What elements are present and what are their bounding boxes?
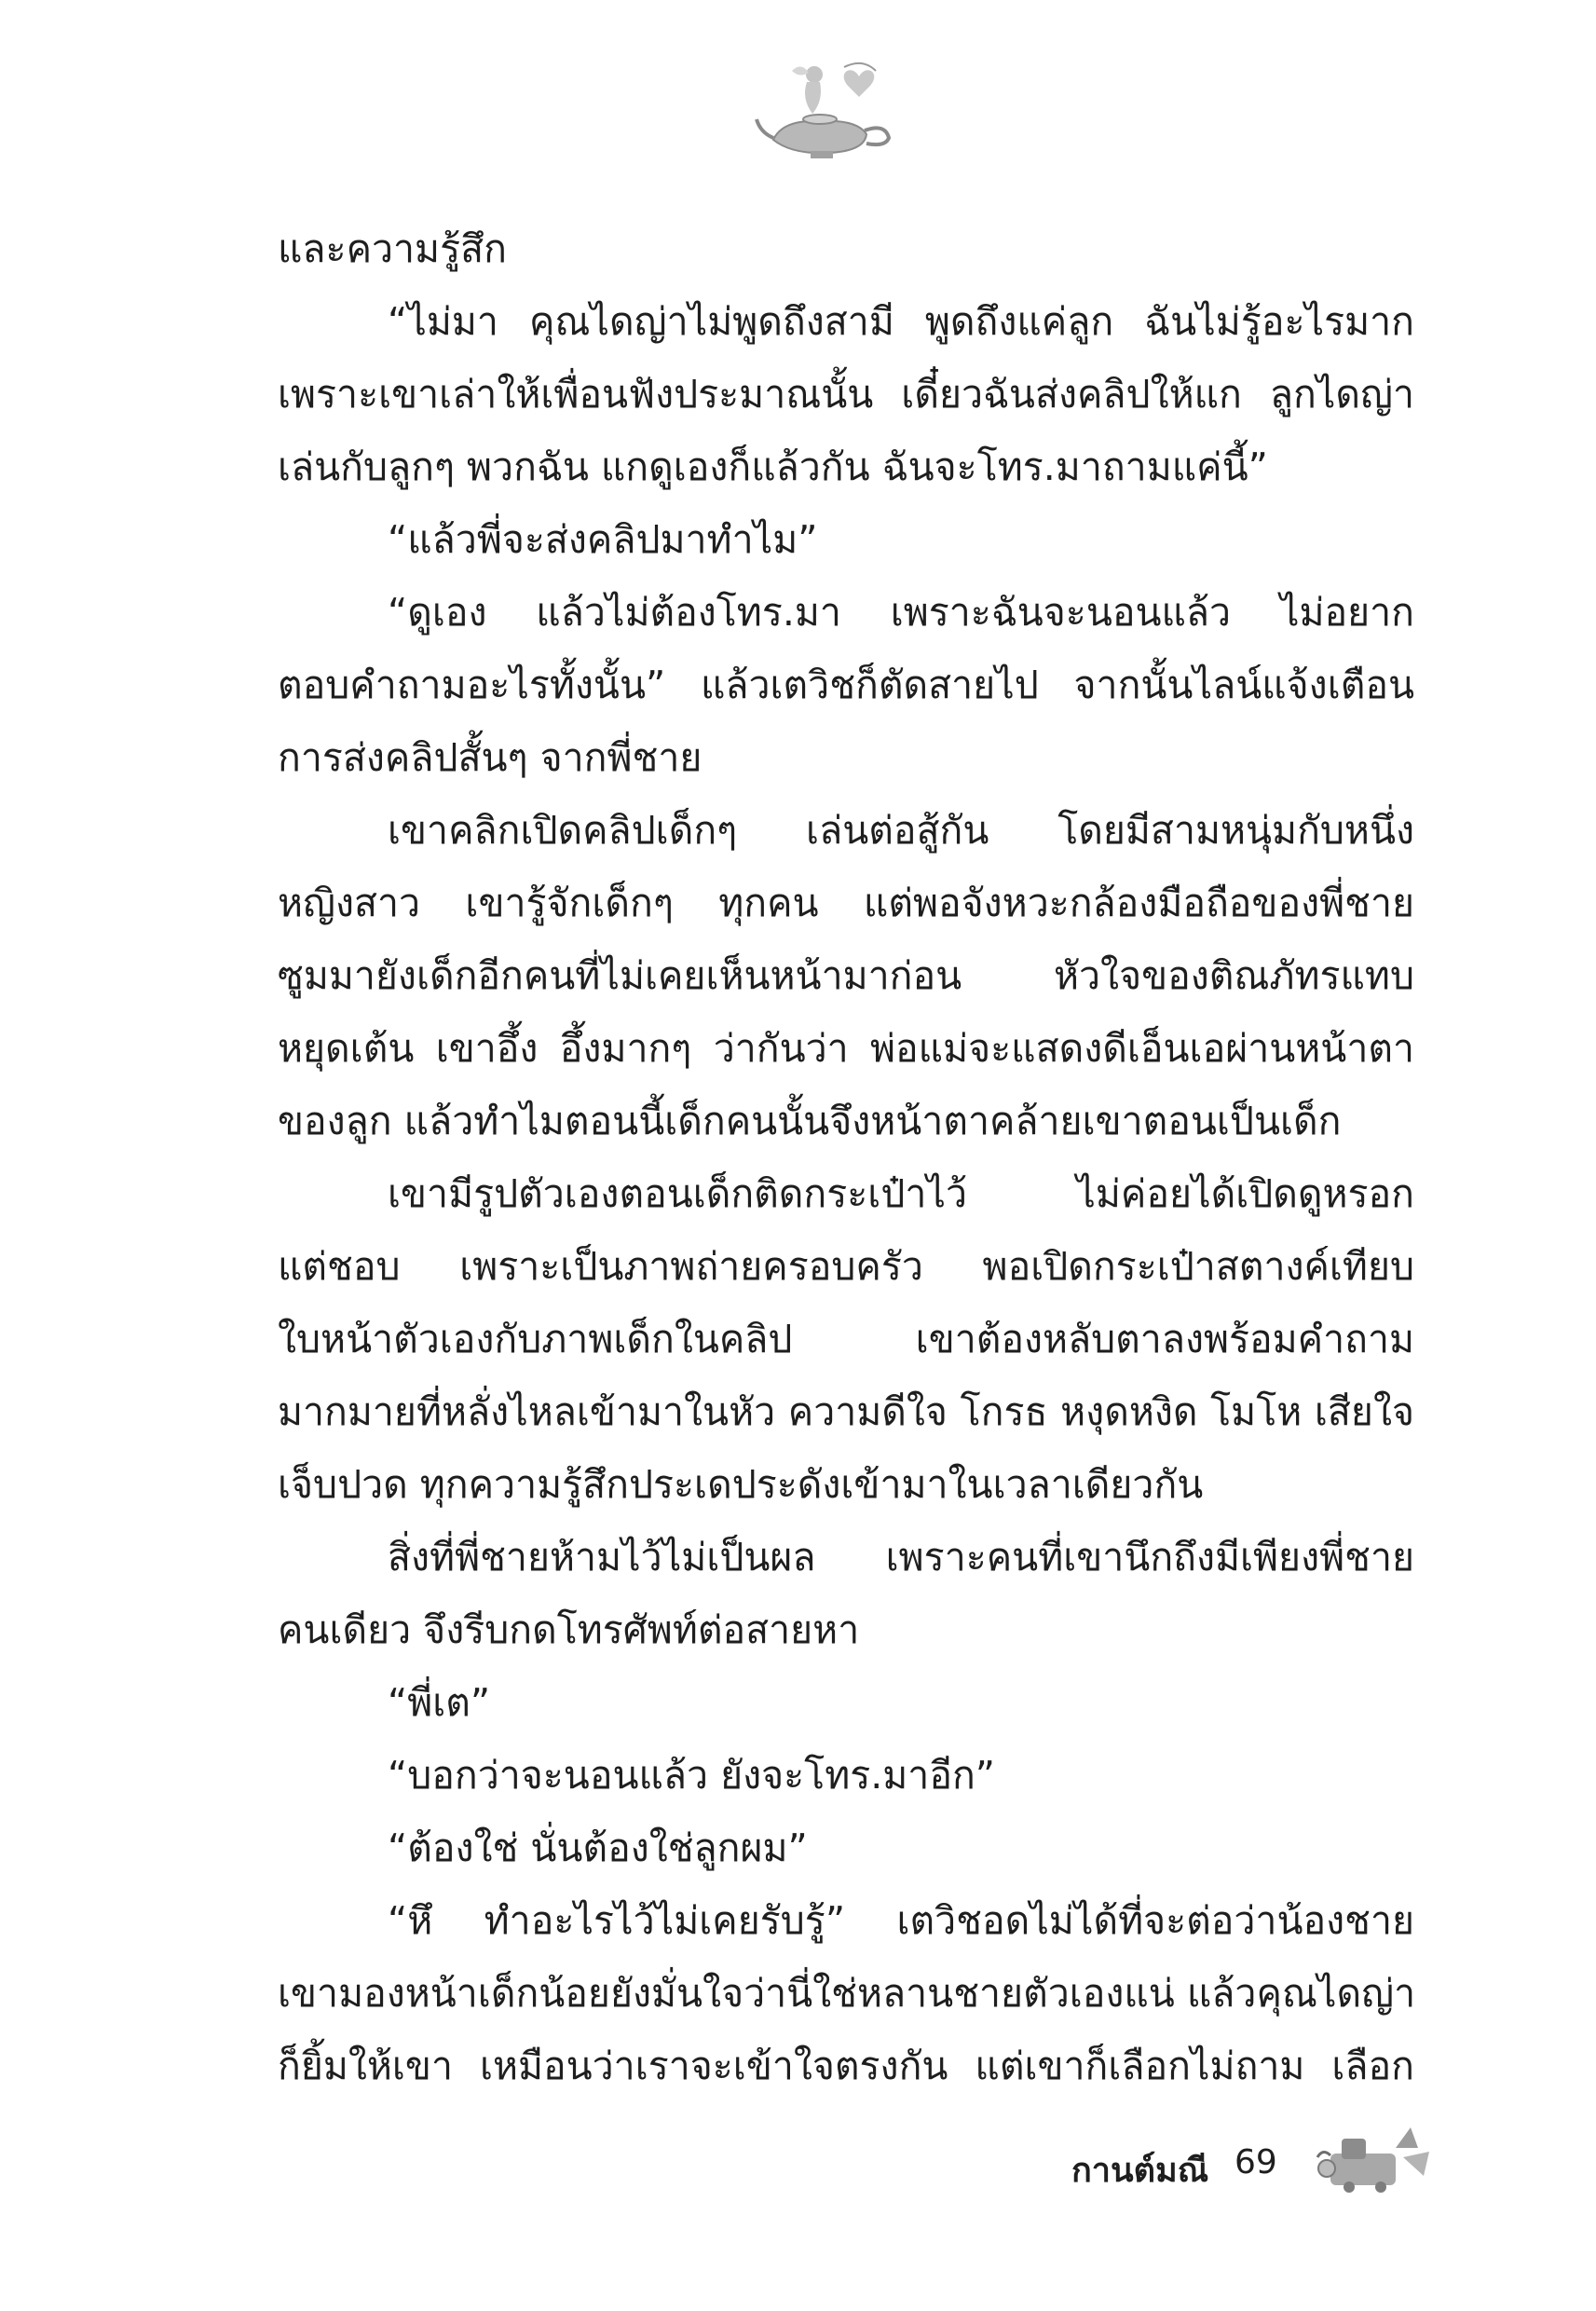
text-line: และความรู้สึก [278, 226, 507, 271]
text-line: ตอบคำถามอะไรทั้งนั้น” แล้วเตวิชก็ตัดสายไป จากนั้นไลน์แจ้งเตือน [278, 663, 1414, 707]
text-line: ซูมมายังเด็กอีกคนที่ไม่เคยเห็นหน้ามาก่อน หัวใจของติณภัทรแทบ [278, 953, 1414, 998]
text-line: เจ็บปวด ทุกความรู้สึกประเดประดังเข้ามาในเวลาเดียวกัน [278, 1462, 1204, 1507]
text-line: มากมายที่หลั่งไหลเข้ามาในหัว ความดีใจ โกรธ หงุดหงิด โมโห เสียใจ [278, 1389, 1414, 1434]
text-line: เขามองหน้าเด็กน้อยยังมั่นใจว่านี่ใช่หลานชายตัวเองแน่ แล้วคุณไดญ่า [278, 1971, 1416, 2016]
running-footer-title: กานต์มณี [1071, 2152, 1209, 2190]
text-line: ก็ยิ้มให้เขา เหมือนว่าเราจะเข้าใจตรงกัน แต่เขาก็เลือกไม่ถาม เลือก [278, 2044, 1414, 2088]
text-line: เขามีรูปตัวเองตอนเด็กติดกระเป๋าไว้ ไม่ค่อยได้เปิดดูหรอก [388, 1171, 1414, 1216]
cartoon-ornament-icon [1314, 2120, 1435, 2195]
text-line: เล่นกับลูกๆ พวกฉัน แกดูเองก็แล้วกัน ฉันจะโทร.มาถามแค่นี้” [278, 444, 1268, 489]
body-text [278, 212, 1414, 2102]
text-line: ใบหน้าตัวเองกับภาพเด็กในคลิป เขาต้องหลับตาลงพร้อมคำถาม [278, 1317, 1414, 1361]
text-line: ของลูก แล้วทำไมตอนนี้เด็กคนนั้นจึงหน้าตาคล้ายเขาตอนเป็นเด็ก [278, 1099, 1342, 1143]
text-line: สิ่งที่พี่ชายห้ามไว้ไม่เป็นผล เพราะคนที่เขานึกถึงมีเพียงพี่ชาย [388, 1535, 1414, 1579]
text-line: “หึ ทำอะไรไว้ไม่เคยรับรู้” เตวิชอดไม่ได้ที่จะต่อว่าน้องชาย [388, 1898, 1414, 1943]
text-line: หญิงสาว เขารู้จักเด็กๆ ทุกคน แต่พอจังหวะกล้องมือถือของพี่ชาย [278, 881, 1414, 925]
text-line: “ไม่มา คุณไดญ่าไม่พูดถึงสามี พูดถึงแค่ลูก ฉันไม่รู้อะไรมาก [388, 299, 1414, 344]
text-line: “ดูเอง แล้วไม่ต้องโทร.มา เพราะฉันจะนอนแล้ว ไม่อยาก [388, 590, 1414, 635]
text-line: “ต้องใช่ นั่นต้องใช่ลูกผม” [388, 1826, 808, 1870]
magic-lamp-cupid-icon [755, 54, 894, 166]
text-line: การส่งคลิปสั้นๆ จากพี่ชาย [278, 735, 703, 780]
text-line: คนเดียว จึงรีบกดโทรศัพท์ต่อสายหา [278, 1607, 860, 1652]
text-line: “บอกว่าจะนอนแล้ว ยังจะโทร.มาอีก” [388, 1753, 996, 1798]
text-line: “แล้วพี่จะส่งคลิปมาทำไม” [388, 517, 818, 562]
text-line: เขาคลิกเปิดคลิปเด็กๆ เล่นต่อสู้กัน โดยมีสามหนุ่มกับหนึ่ง [388, 808, 1414, 853]
text-line: หยุดเต้น เขาอึ้ง อึ้งมากๆ ว่ากันว่า พ่อแม่จะแสดงดีเอ็นเอผ่านหน้าตา [278, 1026, 1414, 1071]
page-number: 69 [1235, 2143, 1277, 2181]
text-line: แต่ชอบ เพราะเป็นภาพถ่ายครอบครัว พอเปิดกระเป๋าสตางค์เทียบ [278, 1244, 1414, 1289]
text-line: เพราะเขาเล่าให้เพื่อนฟังประมาณนั้น เดี๋ยวฉันส่งคลิปให้แก ลูกไดญ่า [278, 372, 1414, 417]
text-line: “พี่เต” [388, 1680, 491, 1725]
